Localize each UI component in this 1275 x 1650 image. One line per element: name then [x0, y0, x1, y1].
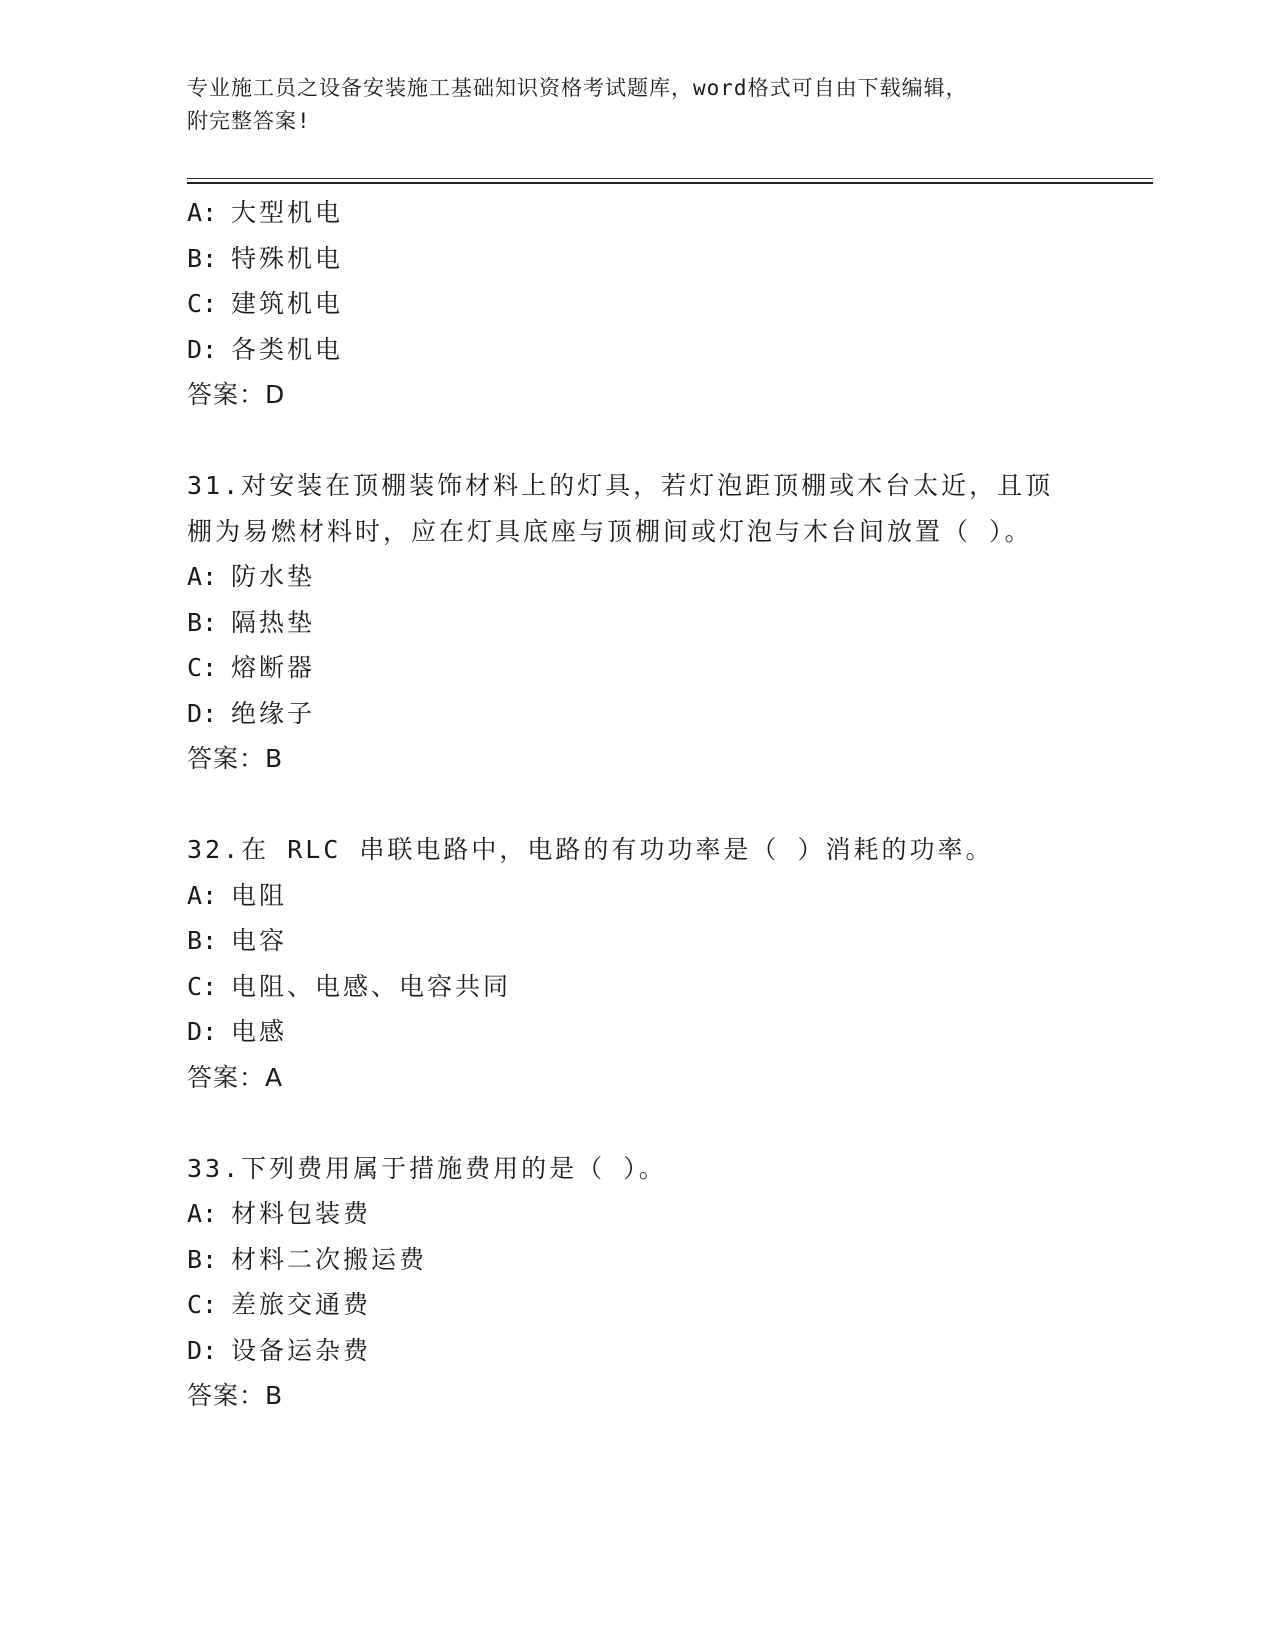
option-text: 大型机电 — [231, 198, 344, 227]
document-header — [187, 72, 1067, 138]
option-letter: A: — [187, 562, 218, 591]
header-divider-thick — [187, 182, 1153, 184]
option-a — [187, 873, 1107, 919]
answer-line: 答案：D — [187, 380, 286, 409]
option-text: 材料二次搬运费 — [231, 1244, 428, 1274]
option-letter: A: — [187, 880, 218, 910]
question-list — [187, 190, 1107, 1419]
option-d — [187, 327, 1107, 373]
option-letter: A: — [187, 1199, 218, 1228]
answer-line: 答案：B — [187, 744, 284, 773]
header-line-2: 附完整答案! — [187, 109, 311, 133]
option-letter: D: — [187, 698, 218, 728]
option-text: 电阻 — [231, 880, 288, 910]
option-b — [187, 600, 1107, 646]
option-text: 电容 — [231, 926, 288, 955]
option-letter: B: — [187, 607, 218, 637]
option-letter: C: — [187, 289, 218, 318]
answer-line: 答案：B — [187, 1381, 284, 1410]
option-text: 各类机电 — [231, 334, 344, 364]
question-text-line: 31.对安装在顶棚装饰材料上的灯具，若灯泡距顶棚或木台太近，且顶 — [187, 471, 1054, 500]
question-spacer — [187, 418, 1107, 464]
question-spacer — [187, 782, 1107, 828]
option-text: 差旅交通费 — [231, 1290, 372, 1319]
option-letter: B: — [187, 243, 218, 273]
option-letter: D: — [187, 1335, 218, 1365]
option-b — [187, 918, 1107, 964]
option-text: 电感 — [231, 1017, 288, 1046]
option-a — [187, 1191, 1107, 1237]
option-letter: B: — [187, 926, 218, 955]
option-c — [187, 964, 1107, 1010]
option-d — [187, 1009, 1107, 1055]
answer-line: 答案：A — [187, 1062, 284, 1092]
option-b — [187, 236, 1107, 282]
option-d — [187, 691, 1107, 737]
option-letter: D: — [187, 334, 218, 364]
option-text: 熔断器 — [231, 653, 316, 682]
option-d — [187, 1328, 1107, 1374]
option-letter: C: — [187, 1290, 218, 1319]
option-text: 电阻、电感、电容共同 — [231, 971, 512, 1001]
question-text-line: 33.下列费用属于措施费用的是（ ）。 — [187, 1153, 667, 1183]
question-block — [187, 463, 1107, 782]
header-line-1: 专业施工员之设备安装施工基础知识资格考试题库，word格式可自由下载编辑， — [187, 76, 968, 100]
question-spacer — [187, 1100, 1107, 1146]
option-letter: C: — [187, 971, 218, 1001]
header-divider-thin — [187, 178, 1153, 179]
option-c — [187, 645, 1107, 691]
option-text: 隔热垫 — [231, 607, 316, 637]
option-c — [187, 1282, 1107, 1328]
option-c — [187, 281, 1107, 327]
option-a — [187, 190, 1107, 236]
option-text: 建筑机电 — [231, 289, 344, 318]
option-letter: A: — [187, 198, 218, 227]
question-block — [187, 190, 1107, 418]
question-text-line: 32.在 RLC 串联电路中，电路的有功功率是（ ）消耗的功率。 — [187, 835, 994, 864]
option-letter: C: — [187, 653, 218, 682]
option-text: 材料包装费 — [231, 1199, 372, 1228]
option-letter: D: — [187, 1017, 218, 1046]
option-text: 绝缘子 — [231, 698, 316, 728]
option-letter: B: — [187, 1244, 218, 1274]
question-text-line: 棚为易燃材料时，应在灯具底座与顶棚间或灯泡与木台间放置（ ）。 — [187, 516, 1033, 546]
question-block — [187, 827, 1107, 1100]
option-text: 特殊机电 — [231, 243, 344, 273]
option-b — [187, 1237, 1107, 1283]
option-text: 设备运杂费 — [231, 1335, 372, 1365]
question-block — [187, 1146, 1107, 1419]
option-a — [187, 554, 1107, 600]
option-text: 防水垫 — [231, 562, 316, 591]
